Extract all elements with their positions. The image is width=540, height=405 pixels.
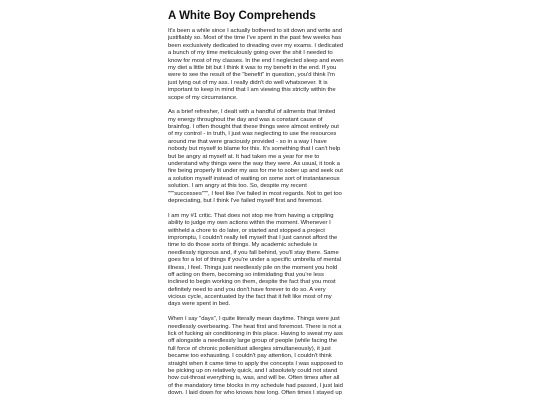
text-line: goes for a lot of things if you're under a specific umbrella of mental (168, 257, 342, 264)
text-line: know for most of my classes. In the end I neglected sleep and even (168, 57, 344, 64)
text-line: around me that were graciously provided - so in a way I have (168, 138, 327, 145)
article-paragraph-4 (168, 316, 376, 397)
text-line: my energy throughout the day and was a constant cause of (168, 116, 323, 123)
text-line: I am my #1 critic. That does not stop me from having a crippling (168, 212, 334, 219)
text-line: were to see the result of the "benefit" in question, you'd think I'm (168, 72, 335, 79)
text-line: illness, I feel. Things just needlessly pile on the moment you hold (168, 264, 338, 271)
article-paragraph-2 (168, 109, 376, 205)
text-line: scope of my circumstance. (168, 94, 238, 101)
text-line: ability to judge my own actions within the moment. Whenever I (168, 220, 331, 227)
text-line: but be angry at myself at. It had taken me a year for me to (168, 153, 320, 160)
text-line: how cut-throat everything is, was, and will be. Often times after all (168, 375, 340, 382)
text-line: brainfog. I often thought that these things were almost entirely out (168, 124, 339, 131)
text-line: justifiably so. Most of the time I've spent in the past few weeks has (168, 35, 342, 42)
text-line: a solution myself instead of waiting on some sort of instantaneous (168, 175, 340, 182)
article-title: A White Boy Comprehends (168, 10, 316, 22)
text-line: a bunch of my time meticulously going over the shit I needed to (168, 50, 333, 57)
text-line: solution. I am angry at this too. So, despite my recent (168, 183, 307, 190)
article (168, 0, 376, 405)
text-line: off alongside a needlessly large group of people (while facing the (168, 338, 338, 345)
text-line: nobody but myself to blame for this. It's something that I can't help (168, 146, 341, 153)
text-line: It's been a while since I actually bothered to sit down and write and (168, 28, 343, 34)
text-line: """successes""", I feel like I've failed in most regards. Not to get too (168, 190, 342, 197)
article-paragraph-3 (168, 213, 376, 309)
text-line: my diet a little bit but I think it was to my benefit in the end. If you (168, 64, 337, 71)
text-line: needlessly rigorous and, if you fall behind, you'll stay there. Same (168, 249, 339, 256)
text-line: As a brief refresher, I dealt with a handful of ailments that limited (168, 109, 336, 116)
text-line: fire being properly lit under my ass for me to sober up and seek out (168, 168, 343, 175)
text-line: depreciating, but I think I've failed myself first and foremost. (168, 197, 323, 204)
text-line: days were spent in bed. (168, 301, 231, 308)
text-line: vicious cycle, accentuated by the fact that it felt like most of my (168, 294, 332, 301)
text-line: be picking up on relatively quick, and I absolutely could not stand (168, 367, 338, 374)
text-line: just lying out of my ass. I really didn't do well whatsoever. It is (168, 79, 328, 86)
text-line: When I say "days", I quite literally mean daytime. Things were just (168, 316, 340, 323)
text-line: withheld a chore to do later, or started and stopped a project (168, 227, 325, 234)
text-line: straight when it came time to apply the concepts I was supposed to (168, 360, 343, 367)
text-line: down. I laid down for who knows how long. Often times I stayed up (168, 390, 342, 397)
text-line: inclined to begin working on them, despite the fact that you most (168, 279, 336, 286)
text-line: of my control - in truth, I just was neglecting to use the resources (168, 131, 337, 138)
text-line: understand why things were the way they were. As usual, it took a (168, 161, 340, 168)
article-paragraph-1 (168, 28, 376, 102)
text-line: full force of chronic pollen/dust allergies simultaneously), it just (168, 345, 331, 352)
text-line: became too exhausting. I couldn't pay attention, I couldn't think (168, 353, 332, 360)
text-line: time to do those sorts of things. My academic schedule is (168, 242, 318, 249)
text-line: of the mandatory time blocks in my schedule had passed, I just laid (168, 382, 343, 389)
text-line: needlessly overbearing. The heat first and foremost. There is not a (168, 323, 342, 330)
text-line: impromptu, I couldn't really tell myself that I just cannot afford the (168, 234, 338, 241)
text-line: definitely need to and you don't have forever to do so. A very (168, 286, 326, 293)
text-line: been exclusively dedicated to dreading over my exams. I dedicated (168, 42, 344, 49)
text-line: off acting on them, becoming so intimidating that you're less (168, 271, 324, 278)
text-line: important to keep in mind that I am viewing this strictly within the (168, 87, 336, 94)
text-line: lick of fucking air conditioning in this place. Having to sweat my ass (168, 331, 343, 338)
